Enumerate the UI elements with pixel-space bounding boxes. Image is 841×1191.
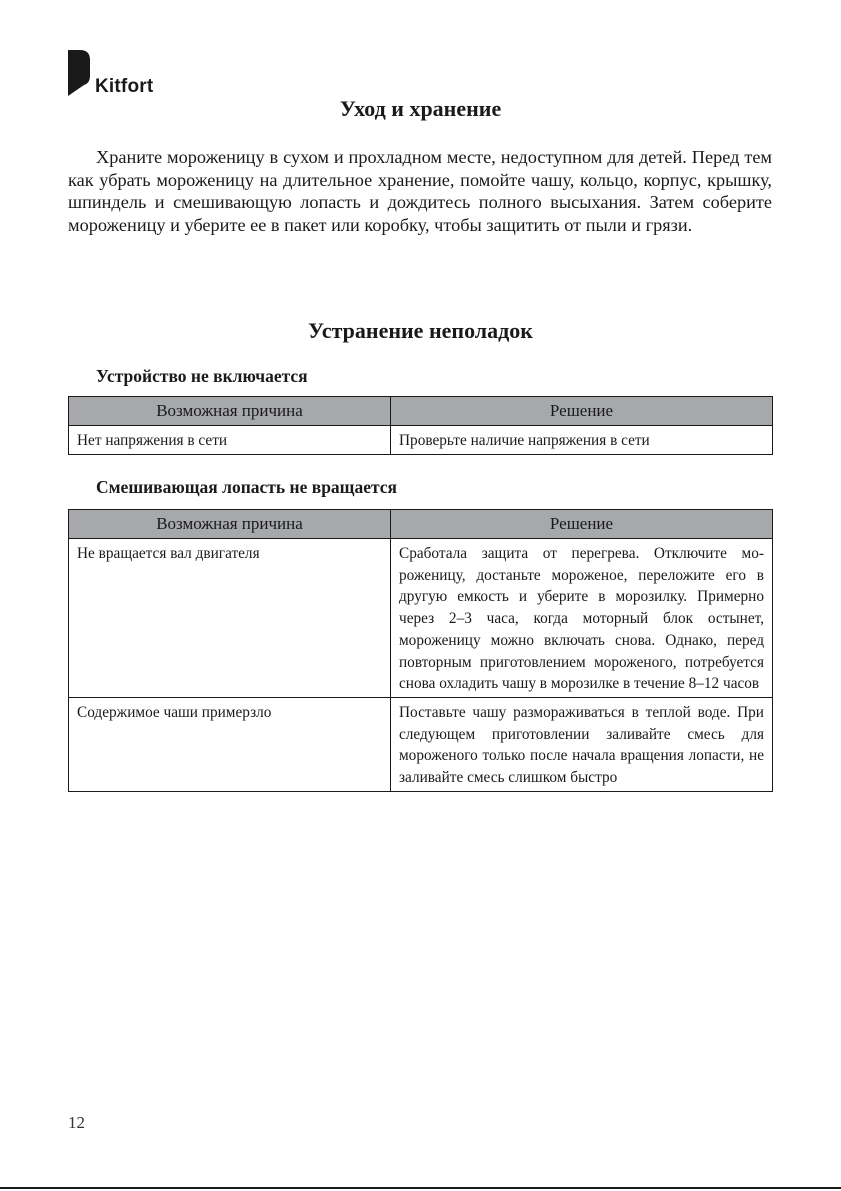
cause-cell: Нет напряжения в сети [69,426,391,455]
brand-name: Kitfort [95,76,154,97]
issue-title: Устройство не включается [96,366,308,386]
cause-cell: Содержимое чаши примерзло [69,697,391,791]
table-row [69,539,773,698]
column-header-cause: Возможная причина [69,397,391,426]
issue-table-device-not-on [68,396,773,455]
table-row [69,697,773,791]
care-title: Уход и хранение [339,96,502,121]
kitfort-logo-mark-icon [68,50,90,96]
table-header-row [69,510,773,539]
brand-logo [68,50,178,96]
column-header-solution: Решение [391,510,773,539]
issue-table-paddle-not-rotating [68,509,773,792]
troubleshooting-title: Устранение неполадок [308,318,533,343]
column-header-cause: Возможная причина [69,510,391,539]
solution-cell: Поставьте чашу размораживаться в теплой воде. При следующем приготовлении заливайте смесь для мороженого только после начала вращения лопасти, не заливайте смесь слишком быстро [391,697,773,791]
solution-cell: Проверьте наличие напряжения в сети [391,426,773,455]
bottom-rule [0,1187,841,1189]
column-header-solution: Решение [391,397,773,426]
cause-cell: Не вращается вал двигателя [69,539,391,698]
issue-title: Смешивающая лопасть не вращается [96,477,398,497]
page-number: 12 [68,1113,85,1132]
care-paragraph: Храните мороженицу в сухом и прохладном месте, недоступном для детей. Перед тем как убрать мороженицу на длительное хранение, помойте чашу, кольцо, корпус, крышку, шпиндель и смешивающую лопасть и дождитесь полного высыхания. Затем соберите мороженицу и уберите ее в пакет или коробку, чтобы защитить от пыли и грязи. [68,147,772,235]
solution-cell: Сработала защита от перегрева. Отключите мороженицу, достаньте мороженое, переложите его в другую емкость и уберите в морозилку. Примерно через 2–3 часа, когда моторный блок остынет, мороженицу можно включать снова. Однако, перед повторным приготовлением мороженого, потребуется снова охладить чашу в морозилке в течение 8–12 часов [391,539,773,698]
table-header-row [69,397,773,426]
table-row [69,426,773,455]
